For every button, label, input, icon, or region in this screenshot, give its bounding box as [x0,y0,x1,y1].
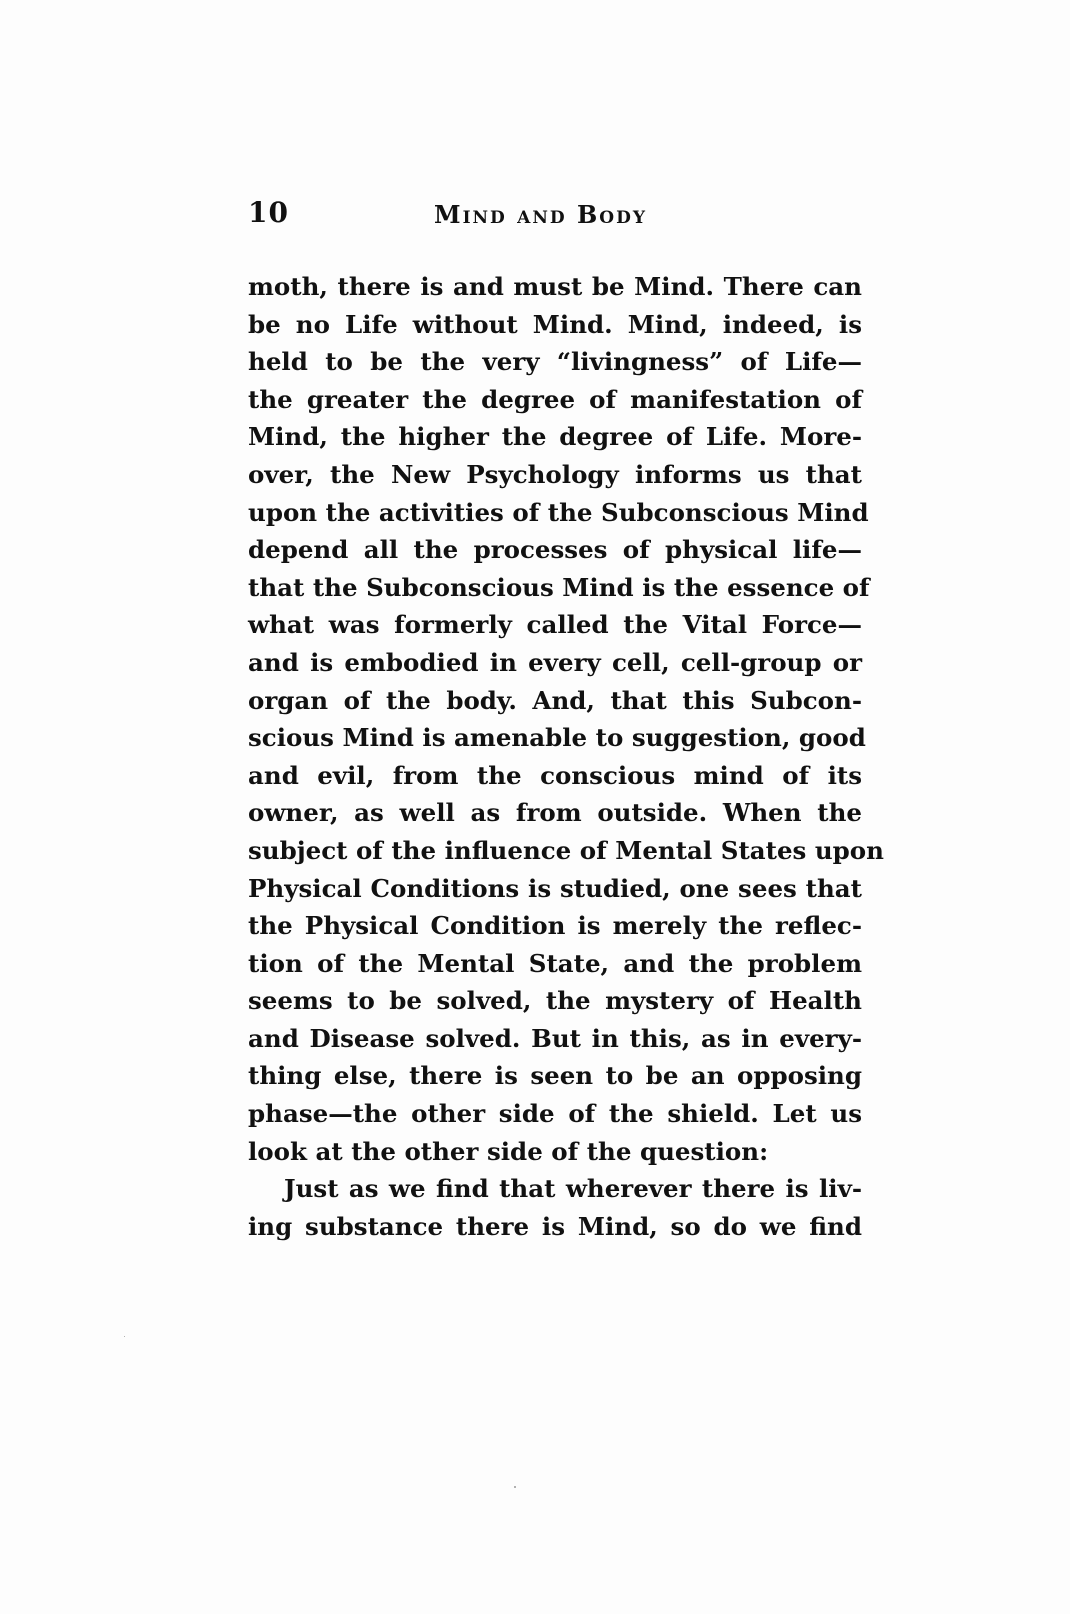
text-line: and Disease solved. But in this, as in every- [248,1023,862,1053]
text-line: held to be the very “livingness” of Life— [248,347,862,377]
text-line: owner, as well as from outside. When the [248,798,862,828]
body-text [248,268,884,1245]
text-line: be no Life without Mind. Mind, indeed, is [248,309,862,339]
text-line: depend all the processes of physical life— [248,535,862,565]
text-line: upon the activities of the Subconscious Mind [248,497,869,527]
text-line: ing substance there is Mind, so do we find [248,1211,862,1241]
print-speck [124,1336,125,1337]
page-header [248,196,862,236]
text-line: thing else, there is seen to be an opposing [248,1061,862,1091]
text-line: seems to be solved, the mystery of Health [248,986,862,1016]
text-line: organ of the body. And, that this Subcon- [248,685,862,715]
text-line: that the Subconscious Mind is the essence of [248,572,870,602]
text-line: and is embodied in every cell, cell-group or [248,647,862,677]
text-line: moth, there is and must be Mind. There can [248,272,862,301]
page-number: 10 [248,196,289,229]
text-line: and evil, from the conscious mind of its [248,760,862,790]
running-title: Mind and Body [434,200,647,229]
print-speck [514,1486,516,1488]
text-line: subject of the influence of Mental States upon [248,835,884,865]
text-line: the Physical Condition is merely the reflec- [248,911,862,941]
text-line: phase—the other side of the shield. Let us [248,1099,862,1129]
text-line: what was formerly called the Vital Force— [248,610,862,640]
text-line: the greater the degree of manifestation of [248,384,862,414]
text-line: Just as we find that wherever there is liv- [284,1174,862,1204]
text-line: look at the other side of the question: [248,1136,769,1166]
text-line: scious Mind is amenable to suggestion, good [248,723,866,753]
text-line: over, the New Psychology informs us that [248,459,862,489]
text-line: Mind, the higher the degree of Life. More- [248,422,862,452]
text-line: tion of the Mental State, and the problem [248,948,862,978]
text-line: Physical Conditions is studied, one sees that [248,873,862,903]
